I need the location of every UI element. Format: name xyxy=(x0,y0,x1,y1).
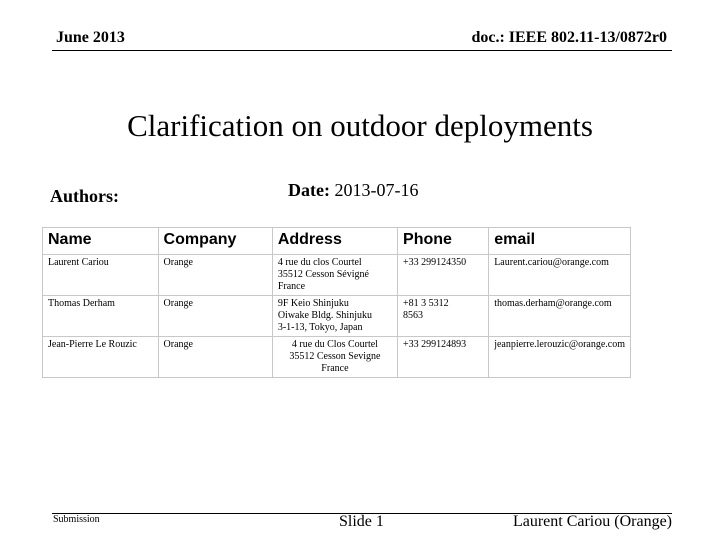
address-line: 4 rue du clos Courtel xyxy=(277,257,362,268)
author-company: Orange xyxy=(158,255,272,296)
author-name: Laurent Cariou xyxy=(43,255,159,296)
author-address xyxy=(272,337,397,378)
phone-line: 8563 xyxy=(403,310,424,321)
header-divider xyxy=(52,50,672,51)
header-doc-id: doc.: IEEE 802.11-13/0872r0 xyxy=(471,29,667,46)
column-header-address: Address xyxy=(272,228,397,255)
address-line: Oiwake Bldg. Shinjuku xyxy=(277,310,372,321)
authors-table xyxy=(42,227,631,378)
address-line: 35512 Cesson Sevigne xyxy=(289,351,381,362)
table-row xyxy=(43,296,631,337)
author-company: Orange xyxy=(158,337,272,378)
author-company: Orange xyxy=(158,296,272,337)
author-email: jeanpierre.lerouzic@orange.com xyxy=(489,337,631,378)
address-line: 9F Keio Shinjuku xyxy=(277,298,349,309)
phone-line: +81 3 5312 xyxy=(403,298,449,309)
author-name: Jean-Pierre Le Rouzic xyxy=(43,337,159,378)
column-header-email: email xyxy=(489,228,631,255)
slide-title: Clarification on outdoor deployments xyxy=(127,108,593,143)
table-header-row xyxy=(43,228,631,255)
table-row xyxy=(43,255,631,296)
table-row xyxy=(43,337,631,378)
column-header-phone: Phone xyxy=(398,228,489,255)
phone-line: +33 299124350 xyxy=(403,257,467,268)
address-line: 3-1-13, Tokyo, Japan xyxy=(277,322,363,333)
date-value: 2013-07-16 xyxy=(334,180,419,200)
author-email: Laurent.cariou@orange.com xyxy=(489,255,631,296)
author-email: thomas.derham@orange.com xyxy=(489,296,631,337)
author-address xyxy=(272,255,397,296)
address-line: 4 rue du Clos Courtel xyxy=(291,339,378,350)
author-phone xyxy=(398,255,489,296)
address-line: 35512 Cesson Sévigné xyxy=(277,269,369,280)
date-line xyxy=(288,180,418,201)
footer-submission: Submission xyxy=(53,514,100,525)
address-line: France xyxy=(321,363,349,374)
header-date: June 2013 xyxy=(56,29,125,46)
column-header-name: Name xyxy=(43,228,159,255)
footer-slide-number: Slide 1 xyxy=(339,513,384,530)
author-name: Thomas Derham xyxy=(43,296,159,337)
date-label: Date: xyxy=(288,180,330,200)
author-address xyxy=(272,296,397,337)
phone-line: +33 299124893 xyxy=(403,339,467,350)
authors-label: Authors: xyxy=(50,186,120,206)
author-phone xyxy=(398,296,489,337)
address-line: France xyxy=(277,281,306,292)
footer-author: Laurent Cariou (Orange) xyxy=(512,513,672,530)
author-phone xyxy=(398,337,489,378)
column-header-company: Company xyxy=(158,228,272,255)
